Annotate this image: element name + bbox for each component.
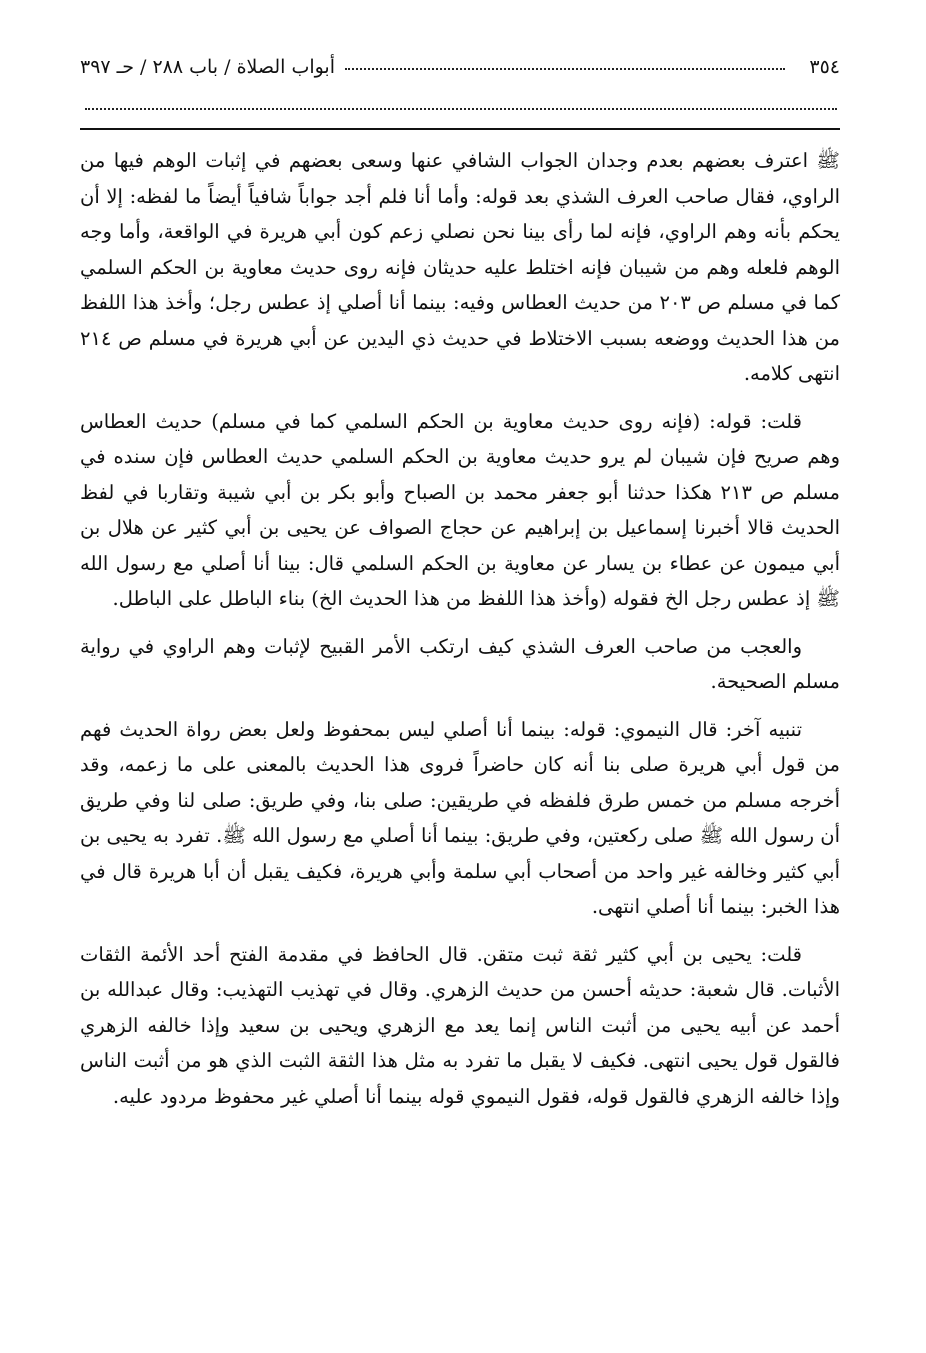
header-rule <box>80 128 840 130</box>
paragraph-tanbih: تنبيه آخر: قال النيموي: قوله: بينما أنا أصلي ليس بمحفوظ ولعل بعض رواة الحديث فهم من قول أبي هريرة صلى بنا أنه كان حاضراً فروى هذا الحديث بالمعنى على ما زعمه، وقد أخرجه مسلم من خمس طرق فلفظه في طريقين: صلى بنا، وفي طريق: صلى لنا وفي طريق أن رسول الله ﷺ صلى ركعتين، وفي طريق: بينما أنا أصلي مع رسول الله ﷺ. تفرد به يحيى بن أبي كثير وخالفه غير واحد من أصحاب أبي سلمة وأبي هريرة، فكيف يقبل أن أبا هريرة قال في هذا الخبر: بينما أنا أصلي انتهى. <box>80 717 840 918</box>
header-dotted-leader <box>345 58 785 70</box>
paragraph-ajab: والعجب من صاحب العرف الشذي كيف ارتكب الأمر القبيح لإثبات وهم الراوي في رواية مسلم الصحيحة. <box>80 634 840 693</box>
paragraph-qultu-1: قلت: قوله: (فإنه روى حديث معاوية بن الحكم السلمي كما في مسلم) حديث العطاس وهم صريح فإن شيبان لم يرو حديث معاوية بن الحكم السلمي حديث العطاس فإن سنده في مسلم ص ٢١٣ هكذا حدثنا أبو جعفر محمد بن الصباح وأبو بكر بن أبي شيبة وتقاربا في لفظ الحديث قالا أخبرنا إسماعيل بن إبراهيم عن حجاج الصواف عن يحيى بن أبي كثير عن هلال بن أبي ميمون عن عطاء بن يسار عن معاوية بن الحكم السلمي قال: بينا أنا أصلي مع رسول الله ﷺ إذ عطس رجل الخ فقوله (وأخذ هذا اللفظ من هذا الحديث الخ) بناء الباطل على الباطل. <box>80 409 840 610</box>
paragraph-continuation: ﷺ اعترف بعضهم بعدم وجدان الجواب الشافي عنها وسعى بعضهم في إثبات الوهم فيها من الراوي، فقال صاحب العرف الشذي بعد قوله: وأما أنا فلم أجد جواباً شافياً أيضاً ما لفظه: إلا أن يحكم بأنه وهم الراوي، فإنه لما رأى بينا نحن نصلي زعم كون أبي هريرة في الواقعة، وأما وجه الوهم فلعله وهم من شيبان فإنه اختلط عليه حديثان فإنه روى حديث معاوية بن الحكم السلمي كما في مسلم ص ٢٠٣ من حديث العطاس وفيه: بينما أنا أصلي إذ عطس رجل؛ وأخذ هذا اللفظ من هذا الحديث ووضعه بسبب الاختلاط في حديث ذي اليدين عن أبي هريرة في مسلم ص ٢١٤ انتهى كلامه. <box>80 149 840 385</box>
header-dotted-line <box>85 102 837 110</box>
page-header <box>80 50 840 84</box>
body-text <box>80 143 840 1126</box>
paragraph-qultu-2: قلت: يحيى بن أبي كثير ثقة ثبت متقن. قال الحافظ في مقدمة الفتح أحد الأئمة الثقات الأثبات. قال شعبة: حديثه أحسن من حديث الزهري. وقال في تهذيب التهذيب: وقال عبدالله بن أحمد عن أبيه يحيى من أثبت الناس إنما يعد مع الزهري ويحيى بن سعيد وإذا خالفه الزهري فالقول قول يحيى انتهى. فكيف لا يقبل ما تفرد به مثل هذا الثقة الثبت الذي هو من أثبت الناس وإذا خالفه الزهري فالقول قوله، فقول النيموي قوله بينما أنا أصلي غير محفوظ مردود عليه. <box>80 942 840 1108</box>
running-title: أبواب الصلاة / باب ٢٨٨ / حـ ٣٩٧ <box>80 56 336 78</box>
page-number: ٣٥٤ <box>809 56 840 78</box>
